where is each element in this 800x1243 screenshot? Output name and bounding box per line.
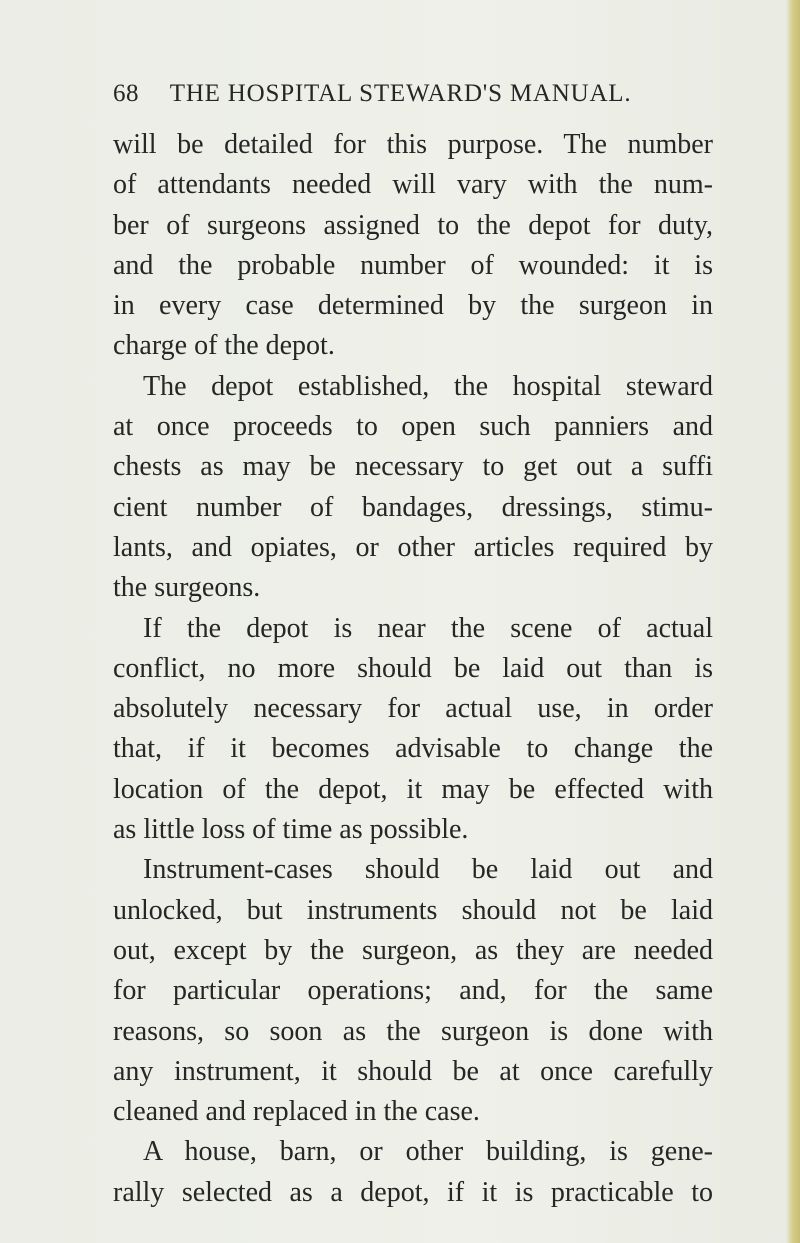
text-line: and the probable number of wounded: it is — [113, 249, 713, 281]
text-line: will be detailed for this purpose. The number — [113, 129, 713, 160]
text-line: absolutely necessary for actual use, in order — [113, 693, 713, 725]
text-line: out, except by the surgeon, as they are needed — [113, 934, 713, 966]
paragraph-start-line: A house, barn, or other building, is gene- — [143, 1136, 713, 1168]
text-line: reasons, so soon as the surgeon is done with — [113, 1015, 713, 1047]
text-line: ber of surgeons assigned to the depot for duty, — [113, 209, 713, 241]
text-line: any instrument, it should be at once carefully — [113, 1055, 713, 1087]
text-line: that, if it becomes advisable to change the — [113, 733, 713, 765]
text-line: unlocked, but instruments should not be laid — [113, 894, 713, 926]
text-line: cleaned and replaced in the case. — [113, 1096, 480, 1128]
page-header — [113, 80, 713, 116]
text-line: charge of the depot. — [113, 330, 335, 362]
paragraph-start-line: The depot established, the hospital steward — [143, 370, 713, 402]
text-line: chests as may be necessary to get out a suffi — [113, 451, 713, 483]
page-edge — [786, 0, 800, 1243]
text-line: at once proceeds to open such panniers and — [113, 411, 713, 443]
text-line: as little loss of time as possible. — [113, 814, 469, 846]
body-text — [113, 125, 713, 1213]
text-line: location of the depot, it may be effected with — [113, 773, 713, 805]
paragraph-start-line: If the depot is near the scene of actual — [143, 612, 713, 644]
page-number: 68 — [113, 80, 139, 107]
text-line: for particular operations; and, for the same — [113, 975, 713, 1007]
text-line: the surgeons. — [113, 572, 261, 604]
text-line: cient number of bandages, dressings, stimu- — [113, 491, 713, 523]
text-line: conflict, no more should be laid out than is — [113, 652, 713, 684]
text-line: lants, and opiates, or other articles required by — [113, 531, 713, 563]
text-line: rally selected as a depot, if it is practicable to — [113, 1176, 713, 1208]
running-title: THE HOSPITAL STEWARD'S MANUAL. — [169, 80, 632, 107]
text-line: of attendants needed will vary with the num- — [113, 169, 713, 201]
paragraph-start-line: Instrument-cases should be laid out and — [143, 854, 713, 886]
text-line: in every case determined by the surgeon in — [113, 290, 713, 322]
